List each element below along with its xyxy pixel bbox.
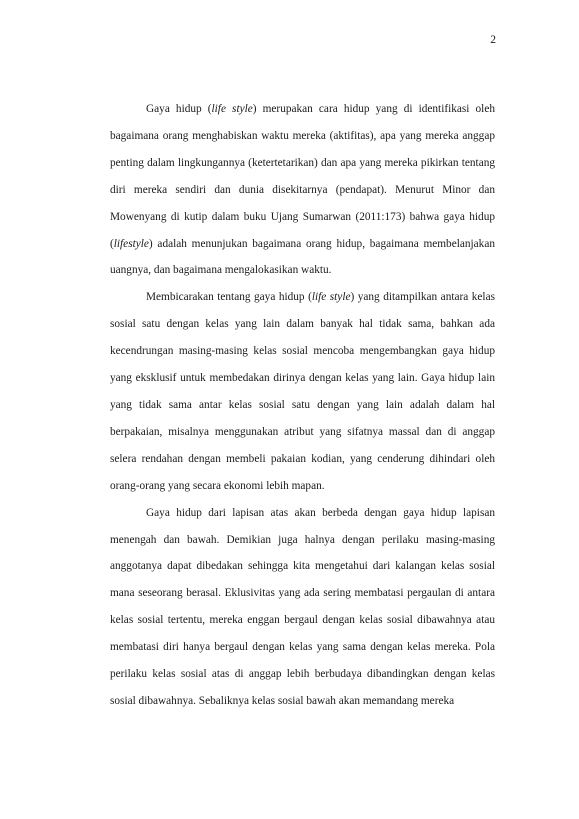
body-text [110,96,495,715]
italic-term: lifestyle [113,237,149,250]
paragraph-1 [110,96,495,284]
text-segment: Gaya hidup dari lapisan atas akan berbeda dengan gaya hidup lapisan menengah dan bawah. Demikian juga halnya dengan perilaku masing-masing anggotanya dapat dibedakan sehingga kita mengetahui dari kalangan kelas sosial mana seseorang berasal. Eklusivitas yang ada sering membatasi pergaulan di antara kelas sosial tertentu, mereka enggan bergaul dengan kelas sosial dibawahnya atau membatasi diri hanya bergaul dengan kelas yang sama dengan kelas mereka. Pola perilaku kelas sosial atas di anggap lebih berbudaya dibandingkan dengan kelas sosial dibawahnya. Sebaliknya kelas sosial bawah akan memandang mereka [110,506,495,707]
text-segment: ) merupakan cara hidup yang di identifikasi oleh bagaimana orang menghabiskan waktu mereka (aktifitas), apa yang mereka anggap penting dalam lingkungannya (ketertetarikan) dan apa yang mereka pikirkan tentang diri mereka sendiri dan dunia disekitarnya (pendapat). Menurut Minor dan Mowenyang di kutip dalam buku Ujang Sumarwan (2011:173) bahwa gaya hidup ( [110,103,495,250]
text-segment: ) yang ditampilkan antara kelas sosial satu dengan kelas yang lain dalam banyak hal tidak sama, bahkan ada kecendrungan masing-masing kelas sosial mencoba mengembangkan gaya hidup yang eksklusif untuk membedakan dirinya dengan kelas yang lain. Gaya hidup lain yang tidak sama antar kelas sosial satu dengan yang lain adalah dalam hal berpakaian, misalnya menggunakan atribut yang sifatnya massal dan di anggap selera rendahan dengan membeli pakaian kodian, yang cenderung dihindari oleh orang-orang yang secara ekonomi lebih mapan. [110,291,495,492]
paragraph-2 [110,284,495,499]
italic-term: life style [311,291,351,304]
text-segment: Membicarakan tentang gaya hidup ( [146,291,312,304]
paragraph-3 [110,500,495,715]
italic-term: life style [211,103,253,115]
page-number: 2 [490,34,496,46]
text-segment: ) adalah menunjukan bagaimana orang hidup, bagaimana membelanjakan uangnya, dan bagaimana mengalokasikan waktu. [110,237,495,277]
text-segment: Gaya hidup ( [146,103,212,115]
